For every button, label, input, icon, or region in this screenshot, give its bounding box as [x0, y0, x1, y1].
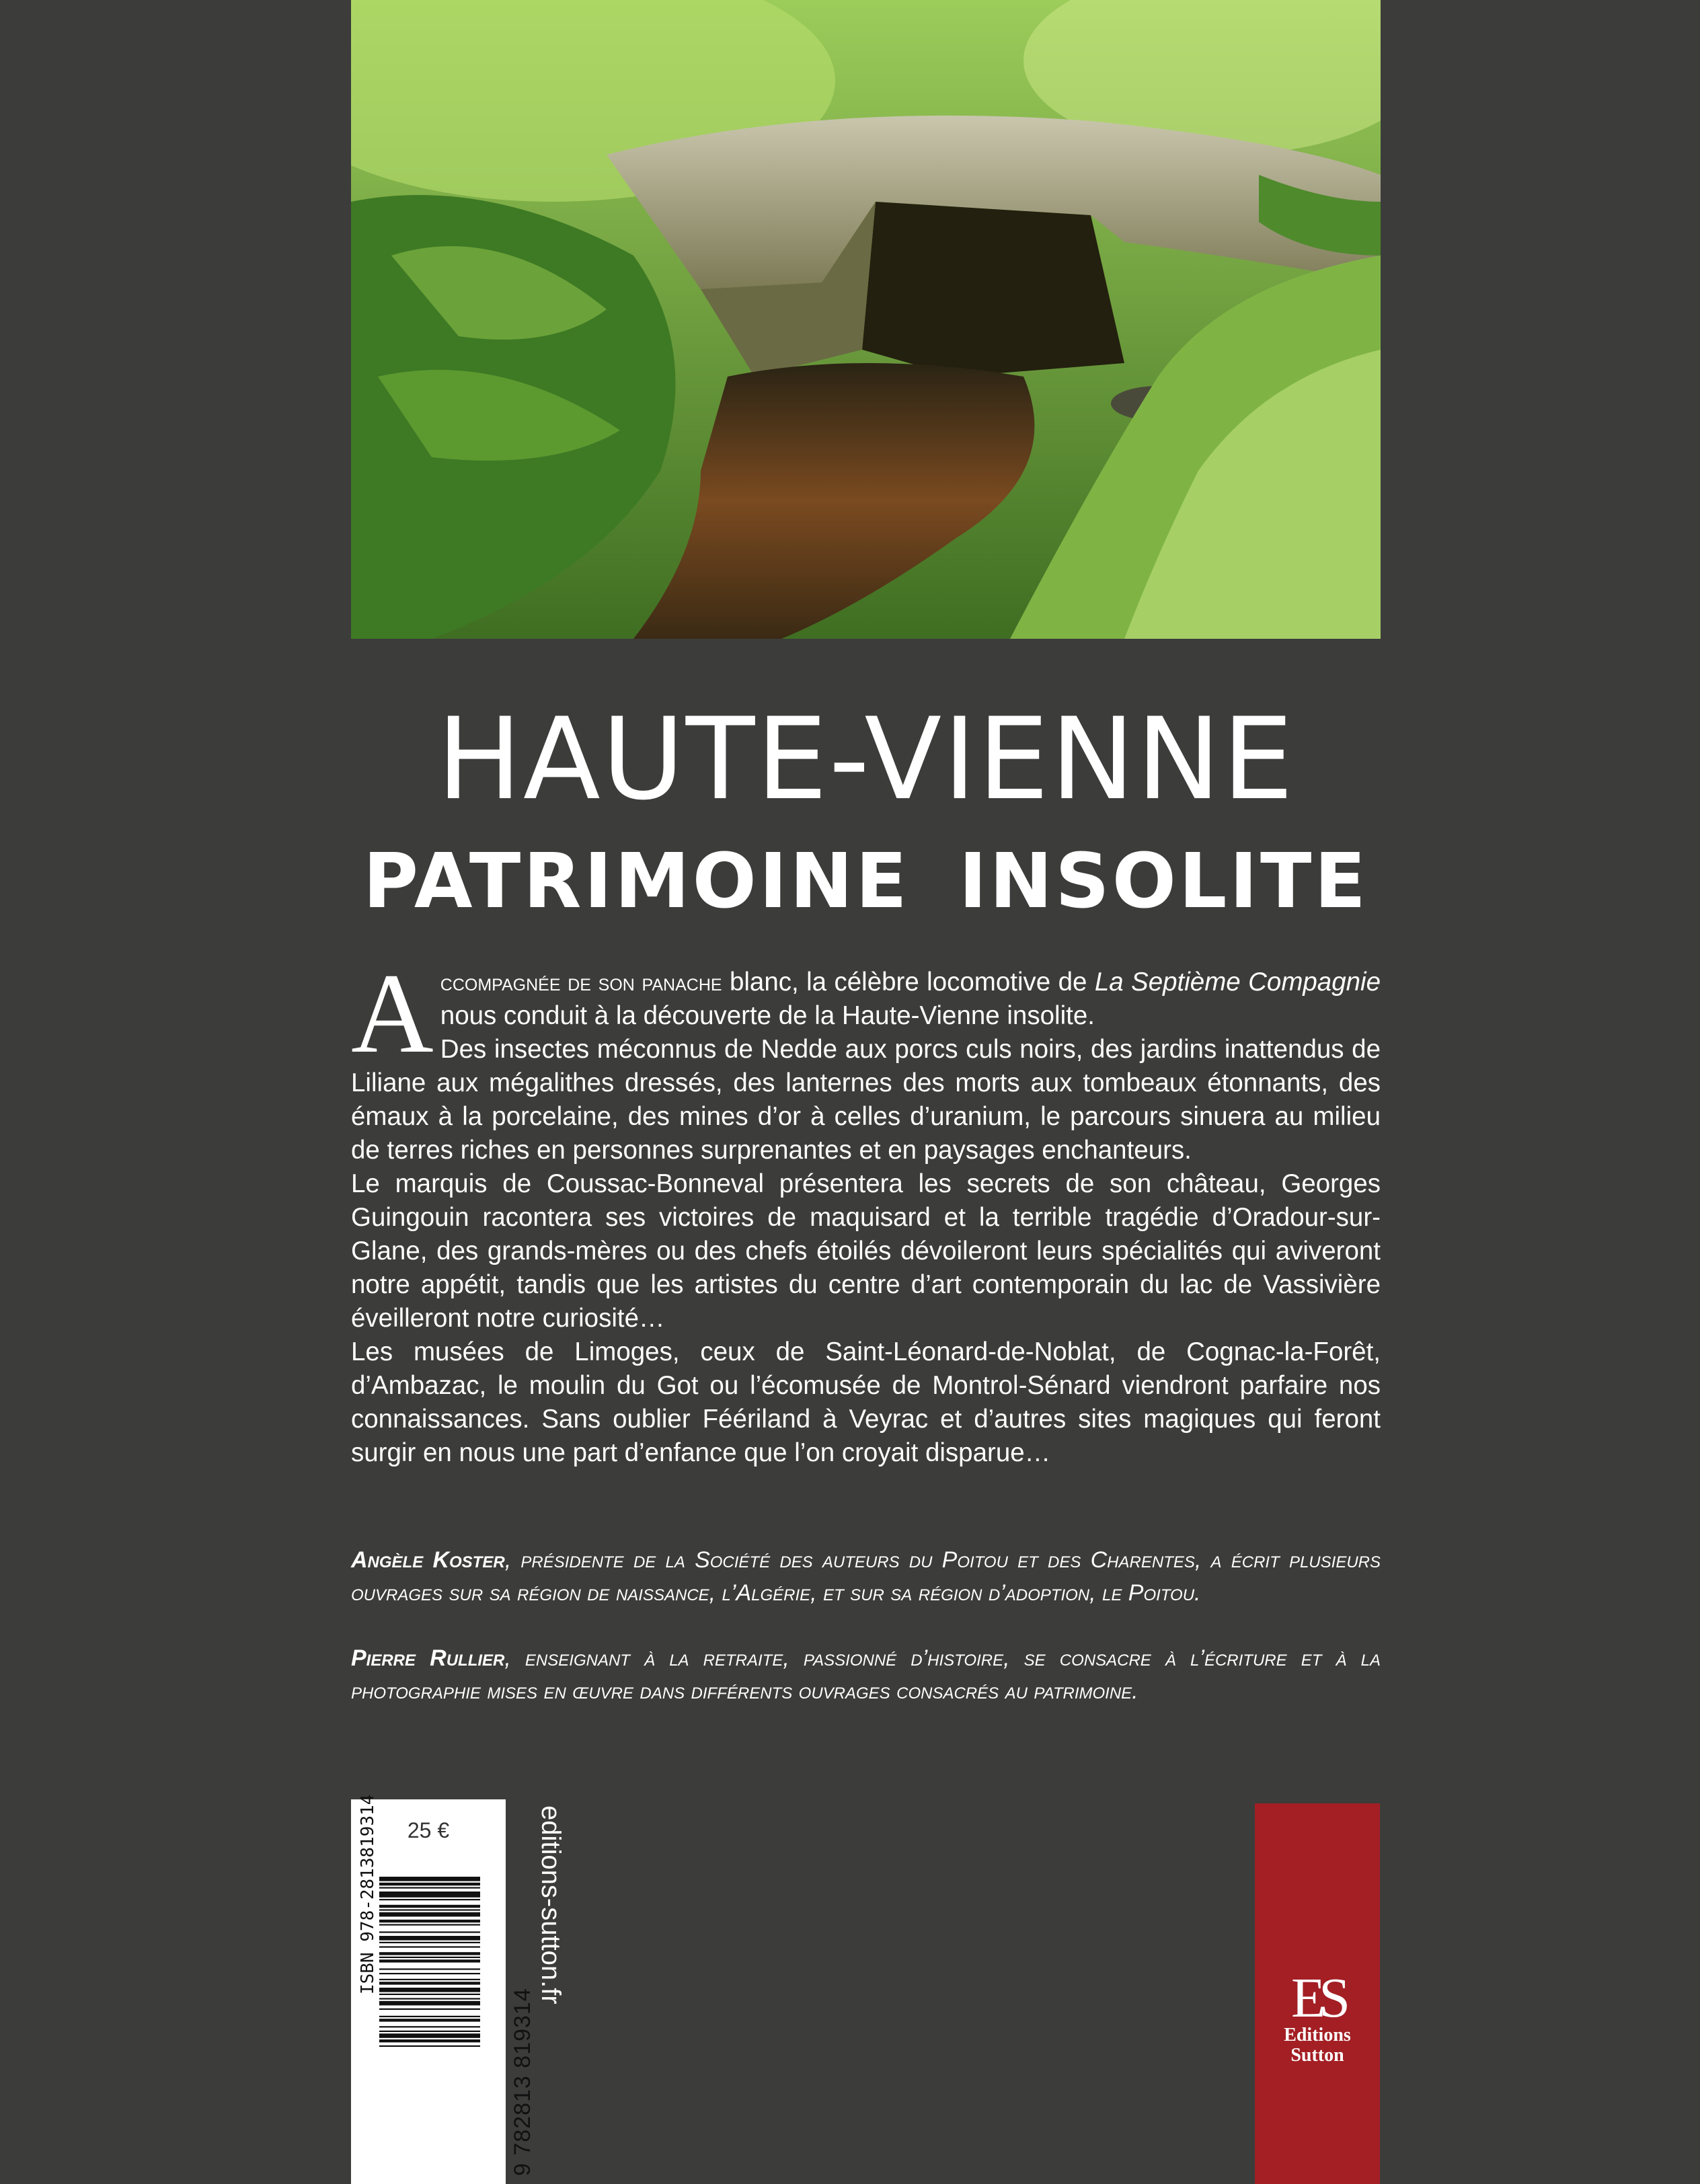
barcode-icon — [379, 1877, 480, 2159]
lead-smallcaps: ccompagnée de son panache — [440, 968, 722, 996]
publisher-logo — [1255, 1967, 1380, 2066]
stone-bridge-photo-icon — [351, 0, 1381, 639]
isbn-label: ISBN 978-2813819314 — [358, 1794, 378, 1994]
price: 25 € — [407, 1818, 450, 1842]
book-subtitle: PATRIMOINE INSOLITE — [363, 838, 1368, 925]
blurb-p1-end: nous conduit à la découverte de la Haute-Vienne insolite. — [440, 1001, 1095, 1030]
blurb-paragraph-3: Le marquis de Coussac-Bonneval présentera les secrets de son château, Georges Guingouin racontera ses victoires de maquisard et la terrible tragédie d’Oradour-sur-Glane, des grands-mères ou des chefs étoilés dévoileront leurs spécialités qui aviveront notre appétit, tandis que les artistes du centre d’art contemporain du lac de Vassivière éveilleront notre curiosité… — [351, 1169, 1381, 1333]
ean-number: 9 782813 819314 — [510, 1988, 535, 2176]
barcode-area — [351, 1794, 535, 2184]
blurb-p1-text: blanc, la célèbre locomotive de — [722, 968, 1095, 997]
blurb-paragraph-2: Des insectes méconnus de Nedde aux porcs culs noirs, des jardins inattendus de Liliane aux mégalithes dressés, des lanternes des morts aux tombeaux étonnants, des émaux à la porcelaine, des mines d’or à celles d’uranium, le parcours sinuera au milieu de terres riches en personnes surprenantes et en paysages enchanteurs. — [351, 1035, 1381, 1165]
author-name: Pierre Rullier — [351, 1645, 505, 1671]
publisher-name-line1: Editions — [1284, 2025, 1351, 2045]
author-bio-rullier — [351, 1642, 1381, 1708]
author-name: Angèle Koster — [351, 1547, 505, 1573]
film-title: La Septième Compagnie — [1094, 968, 1381, 997]
publisher-block — [1255, 1803, 1380, 2184]
author-bio-text: , présidente de la Société des auteurs du Poitou et des Charentes, a écrit plusieurs ouvrages sur sa région de naissance, l’Algérie, et sur sa région d’adoption, le Poitou. — [351, 1547, 1381, 1606]
website-wrap — [528, 1805, 568, 2027]
publisher-name-line2: Sutton — [1290, 2045, 1344, 2066]
publisher-monogram: ES — [1290, 1967, 1344, 2029]
author-bio-koster — [351, 1544, 1381, 1610]
author-bio-text: , enseignant à la retraite, passionné d’histoire, se consacre à l’écriture et à la photographie mises en œuvre dans différents ouvrages consacrés au patrimoine. — [351, 1645, 1381, 1704]
blurb-paragraph-1 — [351, 950, 1381, 1077]
cover-photo — [351, 0, 1381, 639]
drop-cap: A — [351, 950, 434, 1077]
barcode-panel — [351, 1794, 535, 2184]
author-bios — [351, 1544, 1381, 1740]
blurb — [351, 950, 1381, 1470]
blurb-paragraph-4: Les musées de Limoges, ceux de Saint-Léonard-de-Noblat, de Cognac-la-Forêt, d’Ambazac, le moulin du Got ou l’écomusée de Montrol-Sénard viendront parfaire nos connaissances. Sans oublier Féériland à Veyrac et d’autres sites magiques qui feront surgir en nous une part d’enfance que l’on croyait disparue… — [351, 1337, 1381, 1467]
publisher-website[interactable]: editions-sutton.fr — [536, 1805, 566, 2004]
book-title: HAUTE-VIENNE — [436, 693, 1295, 825]
